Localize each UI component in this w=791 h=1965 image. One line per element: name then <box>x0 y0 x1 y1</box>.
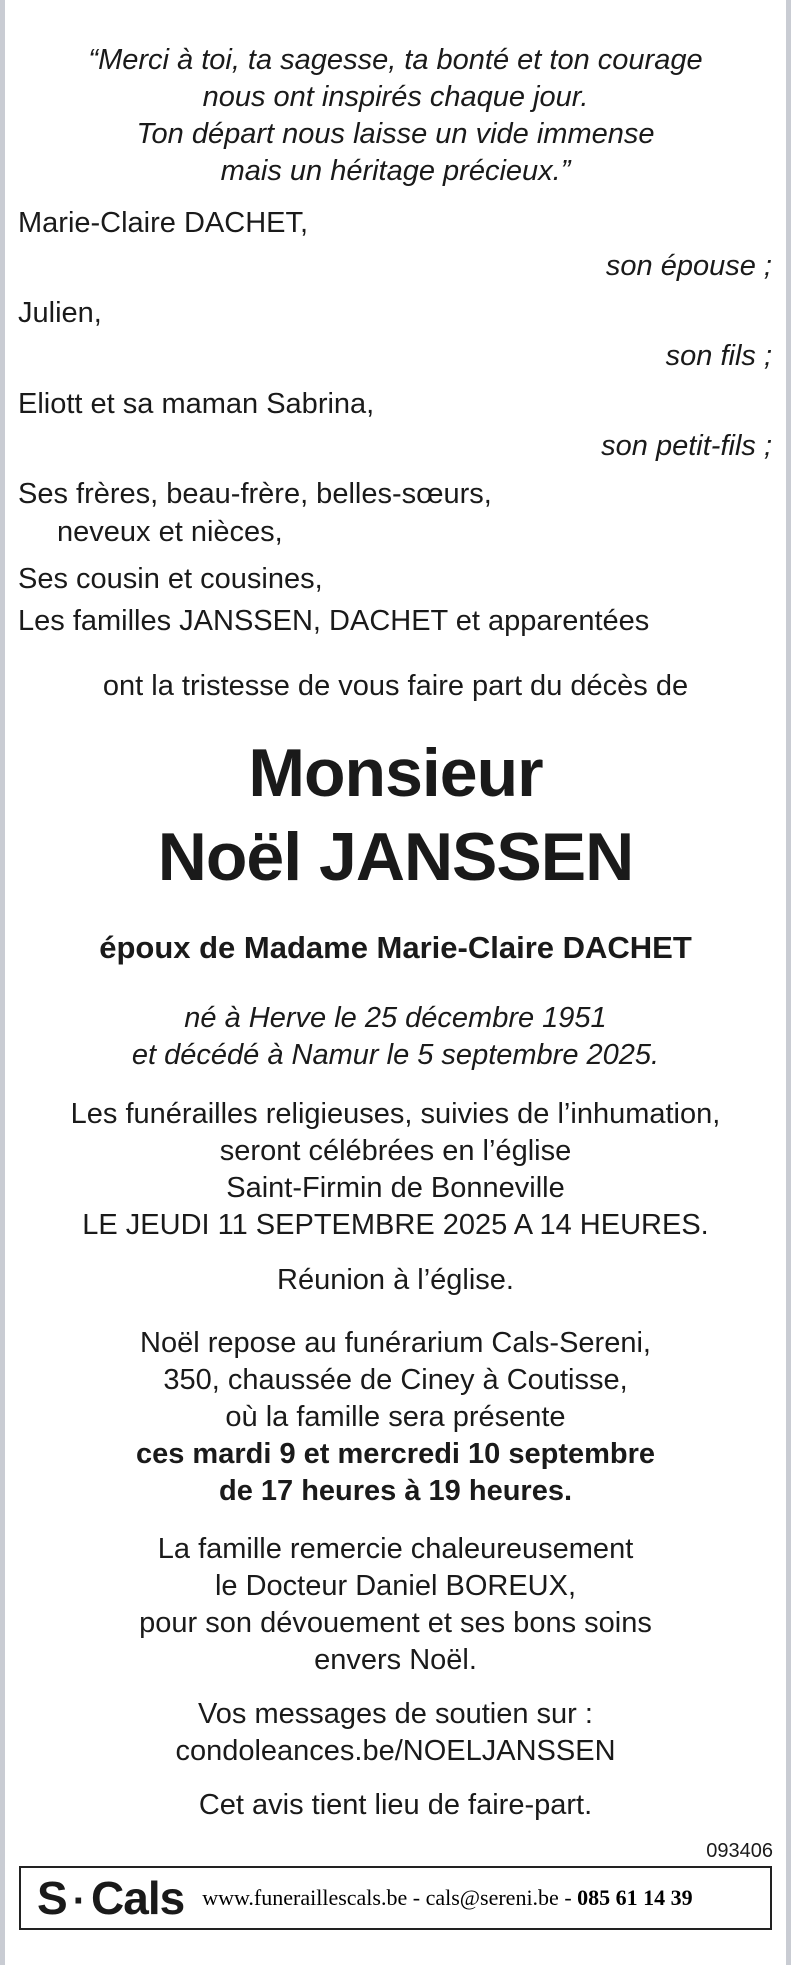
right-border <box>786 0 791 1965</box>
thanks-line: La famille remercie chaleureusement <box>157 1533 634 1565</box>
spouse-role: son épouse ; <box>605 250 772 282</box>
phone-number[interactable]: 085 61 14 39 <box>577 1885 693 1910</box>
messages-line: Vos messages de soutien sur : <box>198 1698 593 1730</box>
quote-line: mais un héritage précieux.” <box>220 155 571 187</box>
contact-info <box>202 1885 692 1911</box>
funeral-date-line: LE JEUDI 11 SEPTEMBRE 2025 A 14 HEURES. <box>82 1209 709 1241</box>
siblings-line-2: neveux et nièces, <box>57 516 283 548</box>
condolences-link[interactable]: condoleances.be/NOELJANSSEN <box>175 1735 616 1767</box>
viewing-line: 350, chaussée de Ciney à Coutisse, <box>163 1364 628 1396</box>
cousins-line: Ses cousin et cousines, <box>18 563 323 595</box>
viewing-line: où la famille sera présente <box>225 1401 566 1433</box>
funeral-line: Saint-Firmin de Bonneville <box>226 1172 565 1204</box>
viewing-hours-line: de 17 heures à 19 heures. <box>218 1475 573 1507</box>
deceased-name: Noël JANSSEN <box>157 819 634 895</box>
deceased-title: Monsieur <box>248 735 543 811</box>
viewing-line: Noël repose au funérarium Cals-Sereni, <box>140 1327 651 1359</box>
quote-line: nous ont inspirés chaque jour. <box>202 81 589 113</box>
epitaph-quote <box>5 42 786 190</box>
death-line: et décédé à Namur le 5 septembre 2025. <box>131 1039 660 1071</box>
announcement-text: ont la tristesse de vous faire part du décès de <box>102 670 689 702</box>
notice-line: Cet avis tient lieu de faire-part. <box>198 1789 593 1821</box>
funeral-line: seront célébrées en l’église <box>219 1135 572 1167</box>
separator: - <box>407 1885 426 1910</box>
meeting-line: Réunion à l’église. <box>277 1264 514 1296</box>
thanks-line: envers Noël. <box>314 1644 477 1676</box>
email-link[interactable]: cals@sereni.be <box>425 1885 559 1910</box>
son-name: Julien, <box>18 297 102 329</box>
cals-logo <box>37 1871 184 1925</box>
son-role: son fils ; <box>665 340 772 372</box>
reference-number: 093406 <box>706 1840 773 1862</box>
funeral-line: Les funérailles religieuses, suivies de l’inhumation, <box>70 1098 721 1130</box>
thanks-line: le Docteur Daniel BOREUX, <box>214 1570 577 1602</box>
logo-s: S <box>37 1872 67 1924</box>
grandson-name: Eliott et sa maman Sabrina, <box>18 388 375 420</box>
spouse-name: Marie-Claire DACHET, <box>18 207 309 239</box>
obituary-notice <box>5 0 786 1965</box>
logo-cals: Cals <box>91 1872 185 1924</box>
families-line: Les familles JANSSEN, DACHET et apparentées <box>18 605 650 637</box>
grandson-role: son petit-fils ; <box>601 430 772 462</box>
quote-line: Ton départ nous laisse un vide immense <box>136 118 655 150</box>
viewing-dates-line: ces mardi 9 et mercredi 10 septembre <box>135 1438 656 1470</box>
website-link[interactable]: www.funeraillescals.be <box>202 1885 408 1910</box>
separator: - <box>558 1885 578 1910</box>
logo-dot: · <box>72 1879 86 1923</box>
thanks-line: pour son dévouement et ses bons soins <box>139 1607 652 1639</box>
siblings-line: Ses frères, beau-frère, belles-sœurs, <box>18 478 492 510</box>
spouse-of-line: époux de Madame Marie-Claire DACHET <box>99 930 692 965</box>
birth-line: né à Herve le 25 décembre 1951 <box>184 1002 607 1034</box>
quote-line: “Merci à toi, ta sagesse, ta bonté et ton courage <box>88 44 703 76</box>
footer-banner <box>19 1866 772 1930</box>
